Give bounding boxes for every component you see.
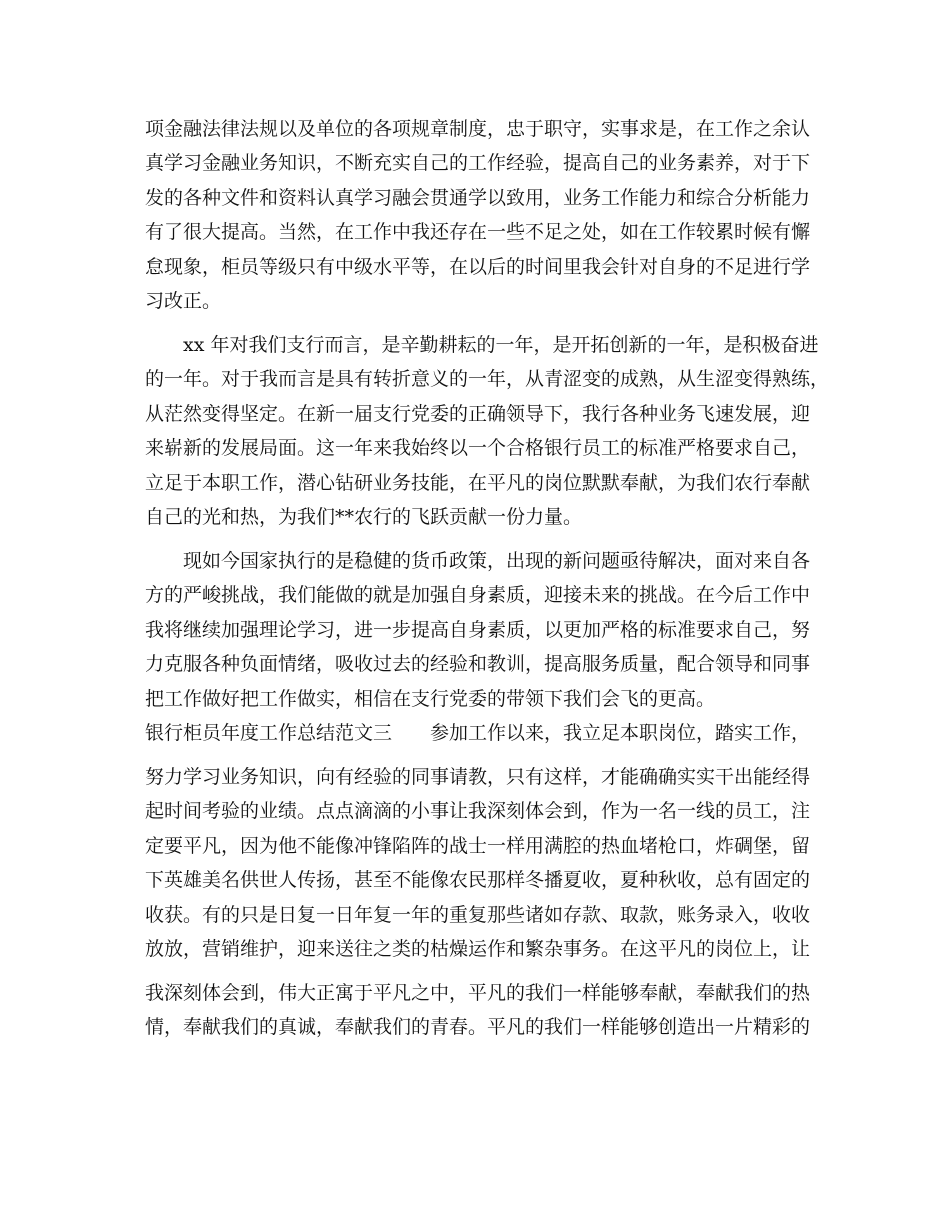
text-line: 努力学习业务知识，向有经验的同事请教，只有这样，才能确确实实干出能经得: [145, 766, 811, 788]
text-line: 收获。有的只是日复一日年复一年的重复那些诸如存款、取款，账务录入，收收: [145, 904, 811, 926]
text-line: 下英雄美名供世人传扬，甚至不能像农民那样冬播夏收，夏种秋收，总有固定的: [145, 869, 811, 891]
text-line: 定要平凡，因为他不能像冲锋陷阵的战士一样用满腔的热血堵枪口，炸碉堡，留: [145, 835, 811, 857]
text-line: 有了很大提高。当然，在工作中我还存在一些不足之处，如在工作较累时候有懈: [145, 221, 811, 243]
text-line: 来崭新的发展局面。这一年来我始终以一个合格银行员工的标准严格要求自己，: [145, 437, 811, 459]
text-line: 银行柜员年度工作总结范文三 参加工作以来，我立足本职岗位，踏实工作，: [145, 722, 811, 744]
text-line: 方的严峻挑战，我们能做的就是加强自身素质，迎接未来的挑战。在今后工作中: [145, 584, 811, 606]
text-line: 真学习金融业务知识，不断充实自己的工作经验，提高自己的业务素养，对于下: [145, 152, 811, 174]
text-line: 项金融法律法规以及单位的各项规章制度，忠于职守，实事求是，在工作之余认: [145, 118, 811, 140]
text-line: 我深刻体会到，伟大正寓于平凡之中，平凡的我们一样能够奉献，奉献我们的热: [145, 982, 811, 1004]
text-line: 怠现象，柜员等级只有中级水平等，在以后的时间里我会针对自身的不足进行学: [145, 256, 811, 278]
text-line: 从茫然变得坚定。在新一届支行党委的正确领导下，我行各种业务飞速发展，迎: [145, 403, 811, 425]
text-line: 我将继续加强理论学习，进一步提高自身素质，以更加严格的标准要求自己，努: [145, 619, 811, 641]
text-line: 立足于本职工作，潜心钻研业务技能，在平凡的岗位默默奉献，为我们农行奉献: [145, 472, 811, 494]
text-line: 起时间考验的业绩。点点滴滴的小事让我深刻体会到，作为一名一线的员工，注: [145, 800, 811, 822]
text-line: 把工作做好把工作做实，相信在支行党委的带领下我们会飞的更高。: [145, 688, 716, 710]
text-line: xx 年对我们支行而言，是辛勤耕耘的一年，是开拓创新的一年，是积极奋进: [145, 334, 819, 356]
text-line: 放放，营销维护，迎来送往之类的枯燥运作和繁杂事务。在这平凡的岗位上，让: [145, 938, 811, 960]
text-line: 现如今国家执行的是稳健的货币政策，出现的新问题亟待解决，面对来自各: [145, 550, 811, 572]
text-line: 发的各种文件和资料认真学习融会贯通学以致用，业务工作能力和综合分析能力: [145, 187, 811, 209]
text-line: 力克服各种负面情绪，吸收过去的经验和教训，提高服务质量，配合领导和同事: [145, 653, 811, 675]
text-line: 的一年。对于我而言是具有转折意义的一年，从青涩变的成熟，从生涩变得熟练，: [145, 368, 830, 390]
text-line: 情，奉献我们的真诚，奉献我们的青春。平凡的我们一样能够创造出一片精彩的: [145, 1016, 811, 1038]
text-line: 自己的光和热，为我们**农行的飞跃贡献一份力量。: [145, 506, 583, 528]
text-line: 习改正。: [145, 290, 222, 312]
